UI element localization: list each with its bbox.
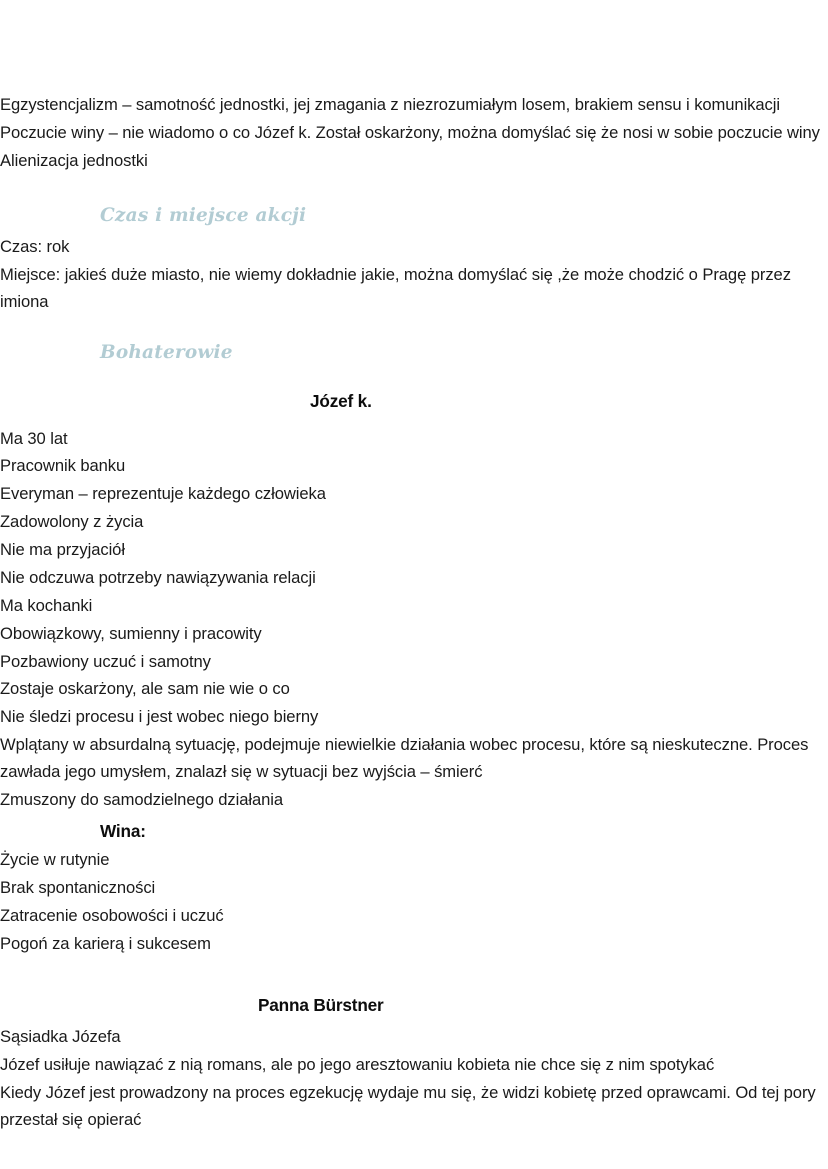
list-item: • Zatracenie osobowości i uczuć <box>0 903 828 930</box>
list-item: • Alienizacja jednostki <box>0 148 828 175</box>
list-item: • Wplątany w absurdalną sytuację, podejmuje niewielkie działania wobec procesu, które są nieskuteczne. Proces zawłada jego umysłem, znalazł się w sytuacji bez wyjścia – śmierć <box>0 732 828 786</box>
document-content <box>0 92 828 1135</box>
list-item: • Życie w rutynie <box>0 847 828 874</box>
list-item: • Obowiązkowy, sumienny i pracowity <box>0 621 828 648</box>
list-item: • Pracownik banku <box>0 453 828 480</box>
section-heading-bohaterowie: Bohaterowie <box>100 341 233 363</box>
list-item: • Czas: rok <box>0 234 828 261</box>
wina-list <box>0 847 828 958</box>
list-item: • Poczucie winy – nie wiadomo o co Józef k. Został oskarżony, można domyślać się że nosi w sobie poczucie winy <box>0 120 828 147</box>
jozef-k-traits-list <box>0 426 828 814</box>
spacer <box>0 959 828 995</box>
spacer <box>0 363 828 391</box>
character-heading-panna-burstner: Panna Bürstner <box>258 994 384 1015</box>
list-item: • Everyman – reprezentuje każdego człowieka <box>0 481 828 508</box>
list-item: • Egzystencjalizm – samotność jednostki, jej zmagania z niezrozumiałym losem, brakiem sensu i komunikacji <box>0 92 828 119</box>
list-item: • Pozbawiony uczuć i samotny <box>0 649 828 676</box>
spacer <box>0 412 828 426</box>
list-item: • Józef usiłuje nawiązać z nią romans, ale po jego aresztowaniu kobieta nie chce się z nim spotykać <box>0 1052 828 1079</box>
list-item: • Zmuszony do samodzielnego działania <box>0 787 828 814</box>
panna-burstner-list <box>0 1024 828 1134</box>
spacer <box>0 1015 828 1024</box>
list-item: • Zadowolony z życia <box>0 509 828 536</box>
wina-label: Wina: <box>100 820 146 841</box>
list-item: • Kiedy Józef jest prowadzony na proces egzekucję wydaje mu się, że widzi kobietę przed oprawcami. Od tej pory przestał się opierać <box>0 1080 828 1134</box>
list-item: • Brak spontaniczności <box>0 875 828 902</box>
list-item: • Miejsce: jakieś duże miasto, nie wiemy dokładnie jakie, można domyślać się ,że może chodzić o Pragę przez imiona <box>0 262 828 316</box>
spacer <box>0 176 828 206</box>
list-item: • Zostaje oskarżony, ale sam nie wie o co <box>0 676 828 703</box>
spacer <box>0 317 828 343</box>
list-item: • Nie odczuwa potrzeby nawiązywania relacji <box>0 565 828 592</box>
spacer <box>0 226 828 234</box>
czas-i-miejsce-list <box>0 234 828 316</box>
intro-list <box>0 92 828 175</box>
character-heading-jozef-k: Józef k. <box>310 390 372 411</box>
list-item: • Sąsiadka Józefa <box>0 1024 828 1051</box>
list-item: • Nie śledzi procesu i jest wobec niego bierny <box>0 704 828 731</box>
list-item: • Pogoń za karierą i sukcesem <box>0 931 828 958</box>
list-item: • Ma 30 lat <box>0 426 828 453</box>
list-item: • Ma kochanki <box>0 593 828 620</box>
section-heading-czas-i-miejsce-akcji: Czas i miejsce akcji <box>100 204 307 226</box>
list-item: • Nie ma przyjaciół <box>0 537 828 564</box>
